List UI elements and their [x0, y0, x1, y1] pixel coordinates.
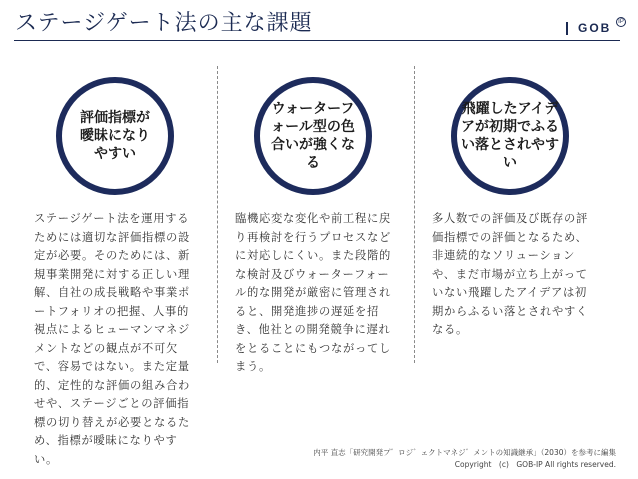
page-title: ステージゲート法の主な課題 — [15, 11, 313, 36]
brand-logo — [566, 21, 626, 41]
title-underline — [14, 40, 620, 41]
brand-bar — [566, 22, 568, 35]
issue-circle-1 — [56, 77, 174, 195]
issue-description-2: 臨機応変な変化や前工程に戻り再検討を行うプロセスなどに対応しにくい。また段階的な検討及びウォーターフォール的な開発が厳密に管理されると、開発進捗の遅延を招き、他社との開発競争に遅れをとることにもつながってしまう。 — [235, 212, 391, 373]
copyright: Copyright (c) GOB-IP All rights reserved. — [454, 460, 616, 469]
issue-description-1: ステージゲート法を運用するためには適切な評価指標の設定が必要。そのためには、新規事業開発に対する正しい理解、自社の成長戦略や事業ポートフォリオの把握、人事的視点によるヒューマンマネジメントなどの観点が不可欠で、容易ではない。また定量的、定性的な評価の組み合わせや、ステージごとの評価指標の切り替えが必要となるため、指標が曖昧になりやすい。 — [34, 212, 190, 466]
brand-name: GOB — [578, 21, 612, 35]
issue-title-1: 評価指標が曖昧になりやすい — [80, 110, 150, 162]
issue-description-3: 多人数での評価及び既存の評価指標での評価となるため、非連続的なソリューションや、まだ市場が立ち上がっていない飛躍したアイデアは初期からふるい落とされやすくなる。 — [432, 212, 588, 336]
source-note: 内平 直志「研究開発プ゛ロジ゛ェクトマネジ゛メントの知識継承」（2030）を参考に編集 — [313, 448, 616, 457]
column-divider — [217, 66, 218, 363]
issue-circle-3 — [451, 77, 569, 195]
issue-title-2: ウォーターフォール型の色合いが強くなる — [271, 101, 355, 171]
issue-title-3: 飛躍したアイデアが初期でふるい落とされやすい — [461, 101, 559, 171]
brand-mark: IP — [616, 17, 626, 27]
issue-circle-2 — [254, 77, 372, 195]
column-divider — [414, 66, 415, 363]
